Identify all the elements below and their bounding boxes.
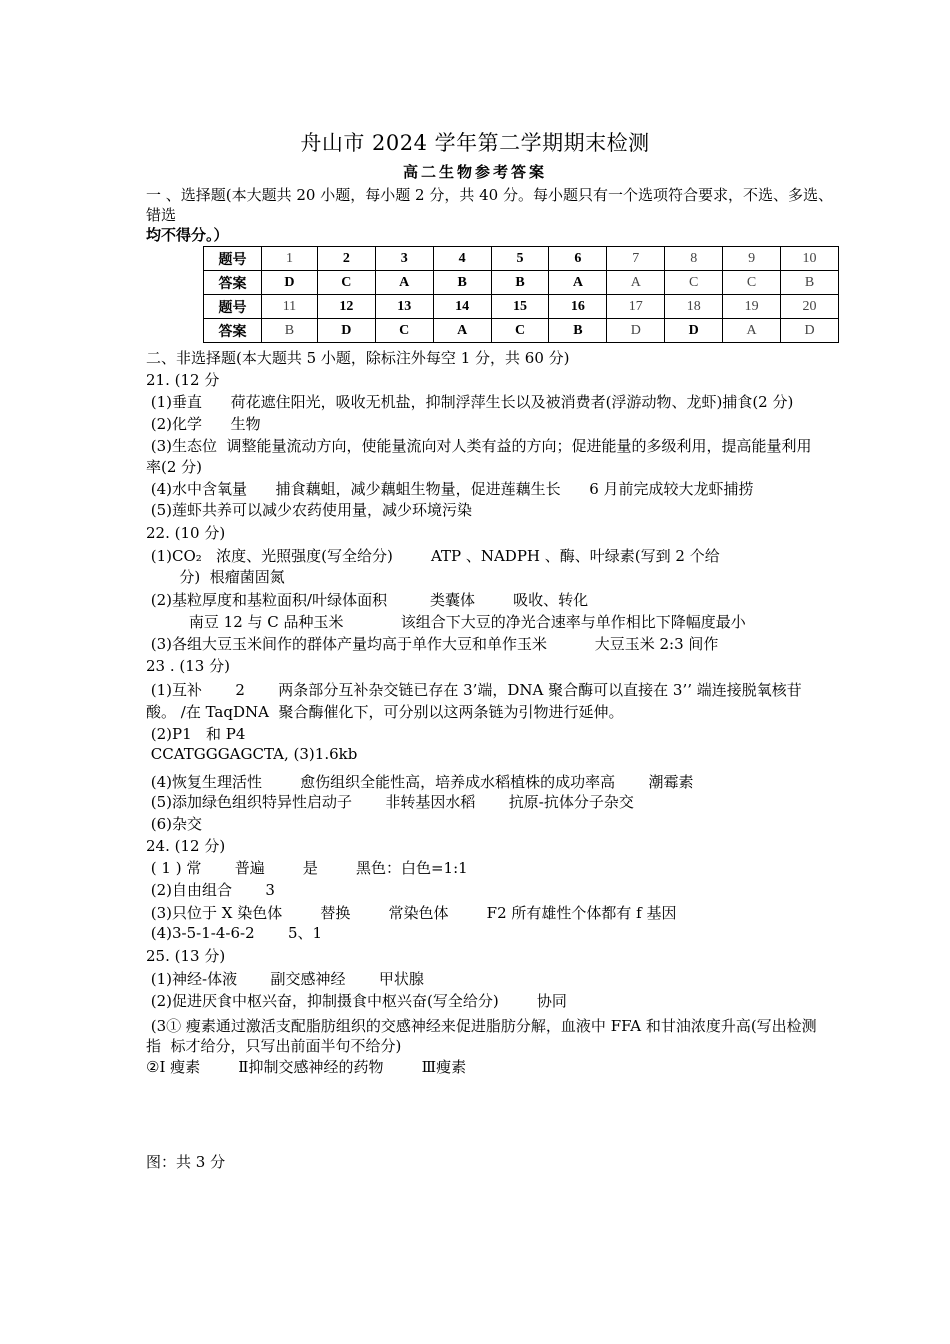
table-cell: B [491,271,549,295]
q21-line: (3)生态位 调整能量流动方向，使能量流向对人类有益的方向；促进能量的多级利用，提高能量利用 [146,437,812,455]
table-cell: 5 [491,247,549,271]
table-row [204,247,839,271]
table-cell: 9 [723,247,781,271]
q23-line: (1)互补 2 两条部分互补杂交链已存在 3’端，DNA 聚合酶可以直接在 3’’ 端连接脱氧核苷 [146,681,802,699]
q23-line: 酸。 /在 TaqDNA 聚合酶催化下，可分别以这两条链为引物进行延伸。 [146,703,624,721]
table-cell: A [723,319,781,343]
table-cell: D [262,271,318,295]
q25-line: 指 标才给分，只写出前面半句不给分) [146,1037,402,1055]
table-cell: 20 [781,295,839,319]
table-cell: 13 [375,295,433,319]
q24-line: ( 1 ) 常 普遍 是 黑色：白色=1:1 [146,859,468,877]
question-number-header: 题号 [204,295,262,319]
q22-head: 22. (10 分) [146,524,226,542]
table-row [204,271,839,295]
q25-line: ②I 瘦素 Ⅱ抑制交感神经的药物 Ⅲ瘦素 [146,1058,467,1076]
q21-line: (2)化学 生物 [146,415,261,433]
table-cell: 3 [375,247,433,271]
q25-line: (3① 瘦素通过激活支配脂肪组织的交感神经来促进脂肪分解，血液中 FFA 和甘油浓度升高(写出检测 [146,1017,817,1035]
table-cell: 8 [665,247,723,271]
table-cell: 7 [607,247,665,271]
table-cell: 10 [781,247,839,271]
table-cell: 4 [433,247,491,271]
q25-line: (2)促进厌食中枢兴奋，抑制摄食中枢兴奋(写全给分) 协同 [146,992,567,1010]
question-number-header: 题号 [204,247,262,271]
table-cell: D [317,319,375,343]
q24-line: (3)只位于 X 染色体 替换 常染色体 F2 所有雄性个体都有 f 基因 [146,904,677,922]
section1-header-line1: 一 、选择题(本大题共 20 小题，每小题 2 分，共 40 分。每小题只有一个选项符合要求，不选、多选、 [146,186,833,204]
q21-line: (4)水中含氧量 捕食藕蛆，减少藕蛆生物量，促进莲藕生长 6 月前完成较大龙虾捕捞 [146,480,754,498]
table-cell: A [375,271,433,295]
table-cell: A [549,271,607,295]
q25-head: 25. (13 分) [146,947,226,965]
table-cell: C [723,271,781,295]
table-cell: B [781,271,839,295]
table-cell: 6 [549,247,607,271]
table-cell: C [665,271,723,295]
page-title: 舟山市 2024 学年第二学期期末检测 [300,131,650,155]
q21-line: 率(2 分) [146,458,203,476]
q21-line: (5)莲虾共养可以减少农药使用量，减少环境污染 [146,501,473,519]
q22-line: 南豆 12 与 C 品种玉米 该组合下大豆的净光合速率与单作相比下降幅度最小 [146,613,746,631]
q22-line: (2)基粒厚度和基粒面积/叶绿体面积 类囊体 吸收、转化 [146,591,589,609]
table-cell: A [607,271,665,295]
table-cell: 17 [607,295,665,319]
q24-line: (4)3-5-1-4-6-2 5、1 [146,924,323,942]
table-cell: D [665,319,723,343]
q22-line: (3)各组大豆玉米间作的群体产量均高于单作大豆和单作玉米 大豆玉米 2:3 间作 [146,635,719,653]
table-cell: C [375,319,433,343]
section1-header-line2: 错选 [146,206,177,224]
section2-header: 二、非选择题(本大题共 5 小题，除标注外每空 1 分，共 60 分) [146,349,570,367]
q23-line: (2)P1 和 P4 [146,725,246,743]
q21-head: 21. (12 分 [146,371,220,389]
q23-line: CCATGGGAGCTA, (3)1.6kb [146,745,358,763]
table-cell: D [781,319,839,343]
table-cell: 12 [317,295,375,319]
page-subtitle: 高二生物参考答案 [402,163,547,181]
table-cell: 14 [433,295,491,319]
q21-line: (1)垂直 荷花遮住阳光，吸收无机盐，抑制浮萍生长以及被消费者(浮游动物、龙虾)捕食(2 分) [146,393,794,411]
q24-line: (2)自由组合 3 [146,881,275,899]
table-cell: 19 [723,295,781,319]
table-cell: B [549,319,607,343]
section1-header-line3: 均不得分。） [146,226,229,244]
q22-line: (1)CO₂ 浓度、光照强度(写全给分) ATP 、NADPH 、酶、叶绿素(写到 2 个给 [146,547,720,565]
table-cell: 18 [665,295,723,319]
q23-line: (5)添加绿色组织特异性启动子 非转基因水稻 抗原-抗体分子杂交 [146,793,634,811]
table-cell: D [607,319,665,343]
q25-line: (1)神经-体液 副交感神经 甲状腺 [146,970,424,988]
table-cell: 2 [317,247,375,271]
q23-line: (6)杂交 [146,815,203,833]
q23-line: (4)恢复生理活性 愈伤组织全能性高，培养成水稻植株的成功率高 潮霉素 [146,773,694,791]
table-cell: 16 [549,295,607,319]
footer-note: 图：共 3 分 [146,1153,226,1171]
table-row [204,319,839,343]
table-cell: B [433,271,491,295]
table-cell: 15 [491,295,549,319]
table-row [204,295,839,319]
table-cell: C [317,271,375,295]
q22-line: 分) 根瘤菌固氮 [146,568,285,586]
q24-head: 24. (12 分) [146,837,226,855]
table-cell: 11 [262,295,318,319]
q23-head: 23 . (13 分) [146,657,230,675]
answer-header: 答案 [204,271,262,295]
table-cell: C [491,319,549,343]
table-cell: B [262,319,318,343]
answer-header: 答案 [204,319,262,343]
answer-table [203,246,839,343]
table-cell: A [433,319,491,343]
table-cell: 1 [262,247,318,271]
